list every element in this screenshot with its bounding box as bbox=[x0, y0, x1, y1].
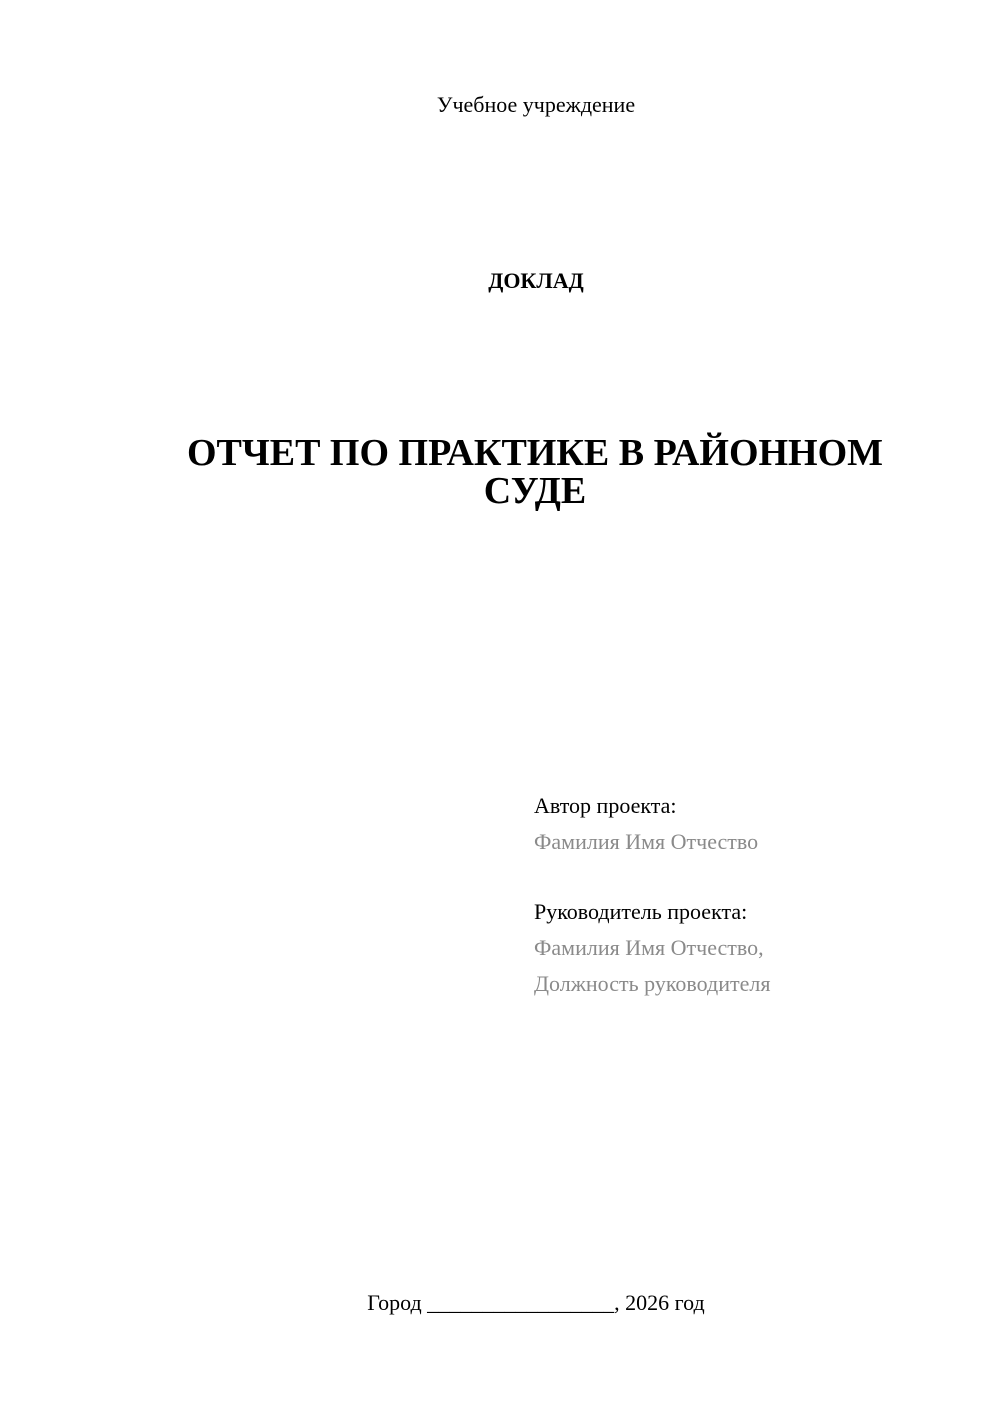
project-info bbox=[534, 788, 954, 1002]
document-type: ДОКЛАД bbox=[488, 268, 584, 293]
report-title-line-2: СУДЕ bbox=[483, 470, 587, 512]
city-year-line bbox=[0, 1290, 1000, 1316]
supervisor-position: Должность руководителя bbox=[534, 971, 771, 996]
report-title bbox=[150, 434, 920, 510]
supervisor-name: Фамилия Имя Отчество, bbox=[534, 935, 764, 960]
author-label: Автор проекта: bbox=[534, 793, 677, 818]
author-name: Фамилия Имя Отчество bbox=[534, 829, 759, 854]
supervisor-label: Руководитель проекта: bbox=[534, 899, 748, 924]
report-title-line-1: ОТЧЕТ ПО ПРАКТИКЕ В РАЙОННОМ bbox=[186, 432, 884, 474]
year-text: , 2026 год bbox=[614, 1290, 705, 1315]
spacer bbox=[534, 860, 954, 894]
institution-name: Учебное учреждение bbox=[436, 92, 636, 117]
city-blank: _________________ bbox=[427, 1290, 615, 1315]
city-label: Город bbox=[367, 1290, 422, 1315]
